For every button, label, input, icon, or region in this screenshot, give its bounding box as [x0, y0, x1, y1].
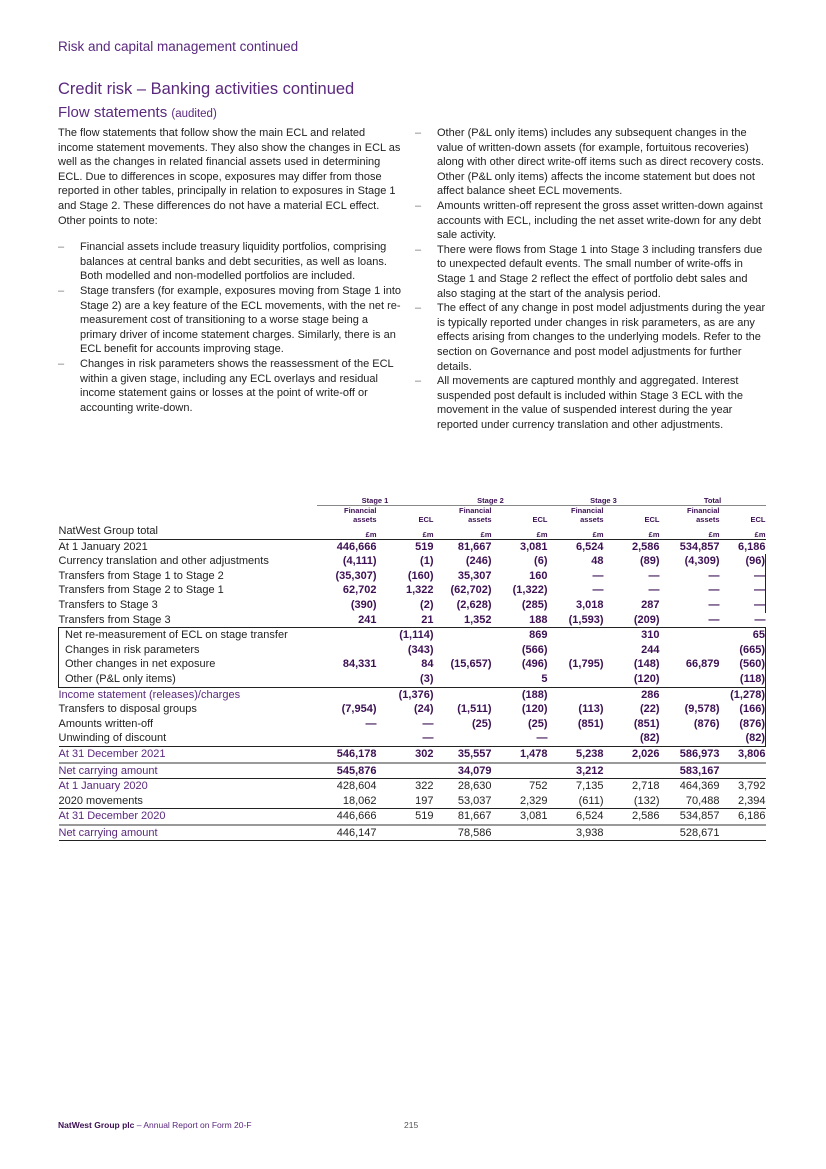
- cell-value: (285): [521, 598, 548, 611]
- row-label: Amounts written-off: [58, 717, 154, 730]
- table-row: [59, 794, 766, 809]
- cell-value: (1,593): [568, 613, 604, 626]
- cell-value: —: [754, 613, 766, 626]
- cell-value: (3): [420, 672, 434, 685]
- cell-value: (665): [720, 643, 766, 658]
- cell-value: (82): [720, 731, 766, 746]
- column-header: ECL: [644, 515, 660, 524]
- footer: [58, 1120, 252, 1130]
- cell-value: (496): [521, 658, 548, 671]
- row-label: 2020 movements: [58, 794, 143, 807]
- column-header: assets: [468, 515, 492, 524]
- cell-value: [492, 763, 548, 779]
- cell-value: 21: [421, 613, 434, 626]
- cell-value: 545,876: [317, 763, 377, 779]
- column-header: ECL: [532, 515, 548, 524]
- cell-value: (6): [534, 555, 548, 568]
- cell-value: 3,792: [720, 779, 766, 794]
- cell-value: 241: [358, 613, 377, 626]
- cell-value: (4,111): [342, 555, 377, 568]
- cell-value: (4,309): [684, 555, 720, 568]
- bullet-item: – The effect of any change in post model adjustments during the year is typically reported under changes in risk parameters, as are any effects arising from changes to the underlying models. Refer to the section on Governance and post model adjustments for further details.: [415, 301, 767, 374]
- section-heading: Credit risk – Banking activities continued: [58, 80, 355, 98]
- cell-value: —: [592, 584, 604, 597]
- table-row: [59, 569, 766, 584]
- cell-value: 2,718: [604, 779, 660, 794]
- cell-value: 53,037: [457, 794, 492, 807]
- column-header: Financial: [686, 506, 720, 515]
- cell-value: (166): [720, 702, 766, 717]
- cell-value: 188: [529, 613, 548, 626]
- column-header: assets: [580, 515, 604, 524]
- cell-value: [317, 687, 377, 702]
- cell-value: (9,578): [684, 703, 720, 716]
- audited-note: (audited): [171, 108, 217, 120]
- cell-value: (35,307): [335, 569, 377, 582]
- cell-value: 310: [604, 628, 660, 643]
- table-title: NatWest Group total: [58, 525, 158, 537]
- cell-value: 546,178: [317, 746, 377, 762]
- unit-header-row: [59, 524, 766, 539]
- cell-value: (89): [639, 555, 660, 568]
- cell-value: 35,557: [434, 746, 492, 762]
- cell-value: (120): [633, 672, 660, 685]
- cell-value: (160): [407, 569, 434, 582]
- cell-value: 869: [492, 628, 548, 643]
- row-label: Net re-measurement of ECL on stage transfer: [59, 628, 317, 643]
- cell-value: [434, 628, 492, 643]
- cell-value: [660, 687, 720, 702]
- cell-value: [377, 825, 434, 841]
- cell-value: [660, 643, 720, 658]
- table-row: [59, 731, 766, 746]
- row-label: Changes in risk parameters: [59, 643, 317, 658]
- right-column: [415, 126, 767, 432]
- stage-header: Stage 1: [317, 496, 434, 506]
- bullet-item: – Financial assets include treasury liquidity portfolios, comprising balances at central banks and debt securities, as well as loans. Both modelled and non-modelled portfolios are included.: [58, 240, 403, 284]
- bullet-item: – Other (P&L only items) includes any subsequent changes in the value of written-down assets (for example, fortuitous recoveries) along with other direct write-off items such as direct recovery costs. Other (P&L only items) affects the income statement but does not affect balance sheet ECL movements.: [415, 126, 767, 199]
- row-label: Currency translation and other adjustments: [58, 555, 269, 568]
- column-header: [492, 506, 548, 516]
- cell-value: 66,879: [685, 658, 720, 671]
- cell-value: [548, 672, 604, 687]
- cell-value: 160: [529, 569, 548, 582]
- cell-value: [660, 672, 720, 687]
- header-spacer: [59, 496, 317, 506]
- table-row: [59, 687, 766, 702]
- cell-value: 5,238: [548, 746, 604, 762]
- cell-value: 302: [377, 746, 434, 762]
- cell-value: (1,376): [377, 687, 434, 702]
- cell-value: (7,954): [341, 703, 377, 716]
- cell-value: (25): [471, 717, 492, 730]
- cell-value: 3,806: [720, 746, 766, 762]
- cell-value: (851): [577, 717, 604, 730]
- cell-value: 322: [377, 779, 434, 794]
- cell-value: 62,702: [342, 584, 377, 597]
- cell-value: 6,186: [720, 809, 766, 825]
- column-header-row: [59, 506, 766, 516]
- cell-value: [660, 628, 720, 643]
- cell-value: 5: [541, 672, 548, 685]
- cell-value: 1,352: [463, 613, 492, 626]
- running-header: Risk and capital management continued: [58, 39, 299, 54]
- cell-value: (82): [639, 732, 660, 745]
- cell-value: —: [708, 598, 720, 611]
- table-row: [59, 657, 766, 672]
- cell-value: 534,857: [660, 539, 720, 554]
- header-spacer: [59, 515, 317, 524]
- footer-brand: NatWest Group plc: [58, 1120, 135, 1130]
- cell-value: 446,666: [317, 539, 377, 554]
- cell-value: 528,671: [660, 825, 720, 841]
- header-spacer: [59, 506, 317, 516]
- cell-value: 1,322: [405, 584, 434, 597]
- cell-value: 2,026: [604, 746, 660, 762]
- cell-value: 3,212: [548, 763, 604, 779]
- ecl-flow-table: [58, 496, 766, 841]
- cell-value: 244: [641, 643, 660, 656]
- column-header: Financial: [458, 506, 492, 515]
- row-label: Other changes in net exposure: [59, 657, 317, 672]
- table-row: [59, 809, 766, 825]
- cell-value: [317, 731, 377, 746]
- cell-value: (22): [639, 703, 660, 716]
- cell-value: (390): [350, 598, 377, 611]
- cell-value: (62,702): [450, 584, 492, 597]
- cell-value: (1,795): [568, 658, 604, 671]
- cell-value: 78,586: [434, 825, 492, 841]
- table-row: [59, 672, 766, 687]
- cell-value: (96): [720, 554, 766, 569]
- cell-value: 2,586: [604, 809, 660, 825]
- row-label: At 1 January 2020: [59, 779, 317, 794]
- column-header: [720, 506, 766, 516]
- column-header: ECL: [418, 515, 434, 524]
- table-row: [59, 613, 766, 628]
- cell-value: [434, 643, 492, 658]
- unit-header: £m: [536, 529, 548, 539]
- bullet-item: – All movements are captured monthly and aggregated. Interest suspended post default is included within Stage 3 ECL with the movement in the value of suspended interest during the year reported under currency translation and other adjustments.: [415, 374, 767, 432]
- row-label: Net carrying amount: [59, 825, 317, 841]
- unit-header: £m: [708, 529, 720, 539]
- bullet-item: – Stage transfers (for example, exposures moving from Stage 1 into Stage 2) are a key feature of the ECL movements, with the net re-measurement cost of transitioning to a worse stage being a primary driver of income statement charges. Similarly, there is an ECL benefit for accounts improving stage.: [58, 284, 403, 357]
- table-row: [59, 746, 766, 762]
- cell-value: 6,186: [720, 539, 766, 554]
- cell-value: —: [592, 569, 604, 582]
- bullet-item: – Changes in risk parameters shows the reassessment of the ECL within a given stage, including any ECL overlays and residual income statement gains or losses at the point of write-off or accounting write-down.: [58, 357, 403, 415]
- row-label: Transfers to disposal groups: [58, 703, 197, 716]
- table-row: [59, 717, 766, 732]
- cell-value: 28,630: [434, 779, 492, 794]
- cell-value: 446,147: [317, 825, 377, 841]
- cell-value: [720, 825, 766, 841]
- cell-value: 2,394: [737, 794, 766, 807]
- table-row: [59, 583, 766, 598]
- table-row: [59, 763, 766, 779]
- row-label: Transfers from Stage 3: [58, 613, 171, 626]
- cell-value: —: [720, 598, 766, 613]
- left-column: [58, 126, 403, 415]
- cell-value: (25): [527, 717, 548, 730]
- subsection-heading: [58, 104, 217, 121]
- table-row: [59, 643, 766, 658]
- cell-value: 752: [492, 779, 548, 794]
- table-row: [59, 628, 766, 643]
- cell-value: (246): [465, 555, 492, 568]
- bullet-list-right: [415, 126, 767, 432]
- cell-value: 3,018: [575, 598, 604, 611]
- page-number: 215: [404, 1120, 419, 1130]
- cell-value: 84,331: [342, 658, 377, 671]
- cell-value: (188): [492, 687, 548, 702]
- row-label: Unwinding of discount: [58, 732, 167, 745]
- row-label: Net carrying amount: [59, 763, 317, 779]
- stage-header: Total: [660, 496, 766, 506]
- cell-value: [377, 763, 434, 779]
- cell-value: 464,369: [660, 779, 720, 794]
- cell-value: 519: [377, 539, 434, 554]
- cell-value: —: [365, 717, 377, 730]
- cell-value: (876): [720, 717, 766, 732]
- cell-value: —: [648, 569, 660, 582]
- table-row: [59, 702, 766, 717]
- cell-value: 65: [720, 628, 766, 643]
- row-label: Transfers from Stage 2 to Stage 1: [58, 584, 224, 597]
- cell-value: [548, 687, 604, 702]
- cell-value: 48: [591, 555, 604, 568]
- cell-value: 534,857: [660, 809, 720, 825]
- cell-value: [492, 825, 548, 841]
- row-label: Transfers to Stage 3: [58, 598, 158, 611]
- cell-value: (566): [521, 643, 548, 656]
- cell-value: [317, 628, 377, 643]
- row-label: At 1 January 2021: [59, 539, 317, 554]
- cell-value: [720, 763, 766, 779]
- column-header: [377, 506, 434, 516]
- unit-header: £m: [754, 529, 766, 539]
- cell-value: 2,329: [519, 794, 548, 807]
- cell-value: (1,511): [457, 703, 492, 716]
- cell-value: (120): [521, 703, 548, 716]
- row-label: Other (P&L only items): [59, 672, 317, 687]
- cell-value: 286: [604, 687, 660, 702]
- cell-value: 3,938: [548, 825, 604, 841]
- bullet-item: – There were flows from Stage 1 into Stage 3 including transfers due to unexpected default events. The small number of write-offs in Stage 1 and Stage 2 reflect the effect of portfolio debt sales and also staging at the start of the analysis period.: [415, 243, 767, 301]
- cell-value: (876): [693, 717, 720, 730]
- cell-value: 428,604: [317, 779, 377, 794]
- cell-value: (1,322): [512, 584, 548, 597]
- cell-value: 7,135: [548, 779, 604, 794]
- cell-value: (851): [633, 717, 660, 730]
- cell-value: —: [422, 717, 434, 730]
- unit-header: £m: [422, 529, 434, 539]
- cell-value: 81,667: [434, 809, 492, 825]
- unit-header: £m: [592, 529, 604, 539]
- column-header: ECL: [750, 515, 766, 524]
- column-header-row: [59, 515, 766, 524]
- cell-value: [604, 763, 660, 779]
- cell-value: 6,524: [548, 809, 604, 825]
- column-header: Financial: [570, 506, 604, 515]
- cell-value: [317, 672, 377, 687]
- cell-value: —: [708, 569, 720, 582]
- cell-value: —: [648, 584, 660, 597]
- unit-header: £m: [365, 529, 377, 539]
- cell-value: (343): [407, 643, 434, 656]
- row-label: Transfers from Stage 1 to Stage 2: [58, 569, 224, 582]
- cell-value: 18,062: [342, 794, 377, 807]
- cell-value: 3,081: [492, 809, 548, 825]
- stage-header: Stage 3: [548, 496, 660, 506]
- table-row: [59, 598, 766, 613]
- column-header: [604, 506, 660, 516]
- cell-value: 583,167: [660, 763, 720, 779]
- table-row: [59, 554, 766, 569]
- column-header: Financial: [343, 506, 377, 515]
- cell-value: —: [536, 732, 548, 745]
- cell-value: (113): [578, 703, 604, 716]
- unit-header: £m: [648, 529, 660, 539]
- row-label: At 31 December 2021: [59, 746, 317, 762]
- bullet-item: – Amounts written-off represent the gross asset written-down against accounts with ECL, including the net asset write-down for any debt sale activity.: [415, 199, 767, 243]
- footer-text: – Annual Report on Form 20-F: [134, 1120, 252, 1130]
- cell-value: [604, 825, 660, 841]
- cell-value: (1,278): [720, 687, 766, 702]
- cell-value: 446,666: [317, 809, 377, 825]
- cell-value: (560): [720, 657, 766, 672]
- cell-value: [548, 628, 604, 643]
- stage-header: Stage 2: [434, 496, 548, 506]
- cell-value: (148): [633, 658, 660, 671]
- cell-value: 3,081: [492, 539, 548, 554]
- cell-value: (118): [720, 672, 766, 687]
- cell-value: 586,973: [660, 746, 720, 762]
- column-header: assets: [353, 515, 377, 524]
- row-label: At 31 December 2020: [59, 809, 317, 825]
- cell-value: [434, 687, 492, 702]
- cell-value: (24): [413, 703, 434, 716]
- table-row: [59, 779, 766, 794]
- cell-value: 2,586: [604, 539, 660, 554]
- cell-value: [434, 672, 492, 687]
- cell-value: 35,307: [457, 569, 492, 582]
- row-label: Income statement (releases)/charges: [59, 687, 317, 702]
- cell-value: (1): [420, 555, 434, 568]
- bullet-list-left: [58, 240, 403, 415]
- cell-value: [548, 643, 604, 658]
- unit-header: £m: [480, 529, 492, 539]
- cell-value: [434, 731, 492, 746]
- cell-value: (1,114): [377, 628, 434, 643]
- cell-value: [317, 643, 377, 658]
- table-row: [59, 825, 766, 841]
- intro-paragraph: The flow statements that follow show the main ECL and related income statement movements. They also show the changes in ECL as well as the changes in related financial assets used in determining ECL. Due to differences in scope, exposures may differ from those reported in other tables, principally in relation to exposures in Stage 1 and Stage 2. These differences do not have a material ECL effect. Other points to note:: [58, 127, 401, 227]
- cell-value: 1,478: [492, 746, 548, 762]
- cell-value: [548, 731, 604, 746]
- cell-value: —: [708, 584, 720, 597]
- subheading-text: Flow statements: [58, 104, 168, 121]
- cell-value: 6,524: [548, 539, 604, 554]
- cell-value: 81,667: [434, 539, 492, 554]
- column-header: assets: [696, 515, 720, 524]
- cell-value: —: [720, 569, 766, 584]
- stage-header-row: [59, 496, 766, 506]
- table-row: [59, 539, 766, 554]
- cell-value: (611): [578, 794, 604, 807]
- cell-value: 84: [421, 658, 434, 671]
- cell-value: (15,657): [450, 658, 492, 671]
- cell-value: 287: [641, 598, 660, 611]
- cell-value: 519: [377, 809, 434, 825]
- cell-value: 197: [415, 794, 434, 807]
- cell-value: (209): [633, 613, 660, 626]
- cell-value: —: [422, 732, 434, 745]
- cell-value: 34,079: [434, 763, 492, 779]
- cell-value: (2): [420, 598, 434, 611]
- cell-value: (2,628): [456, 598, 492, 611]
- cell-value: (132): [633, 794, 660, 807]
- cell-value: —: [720, 583, 766, 598]
- cell-value: —: [708, 613, 720, 626]
- cell-value: [660, 731, 720, 746]
- cell-value: 70,488: [685, 794, 720, 807]
